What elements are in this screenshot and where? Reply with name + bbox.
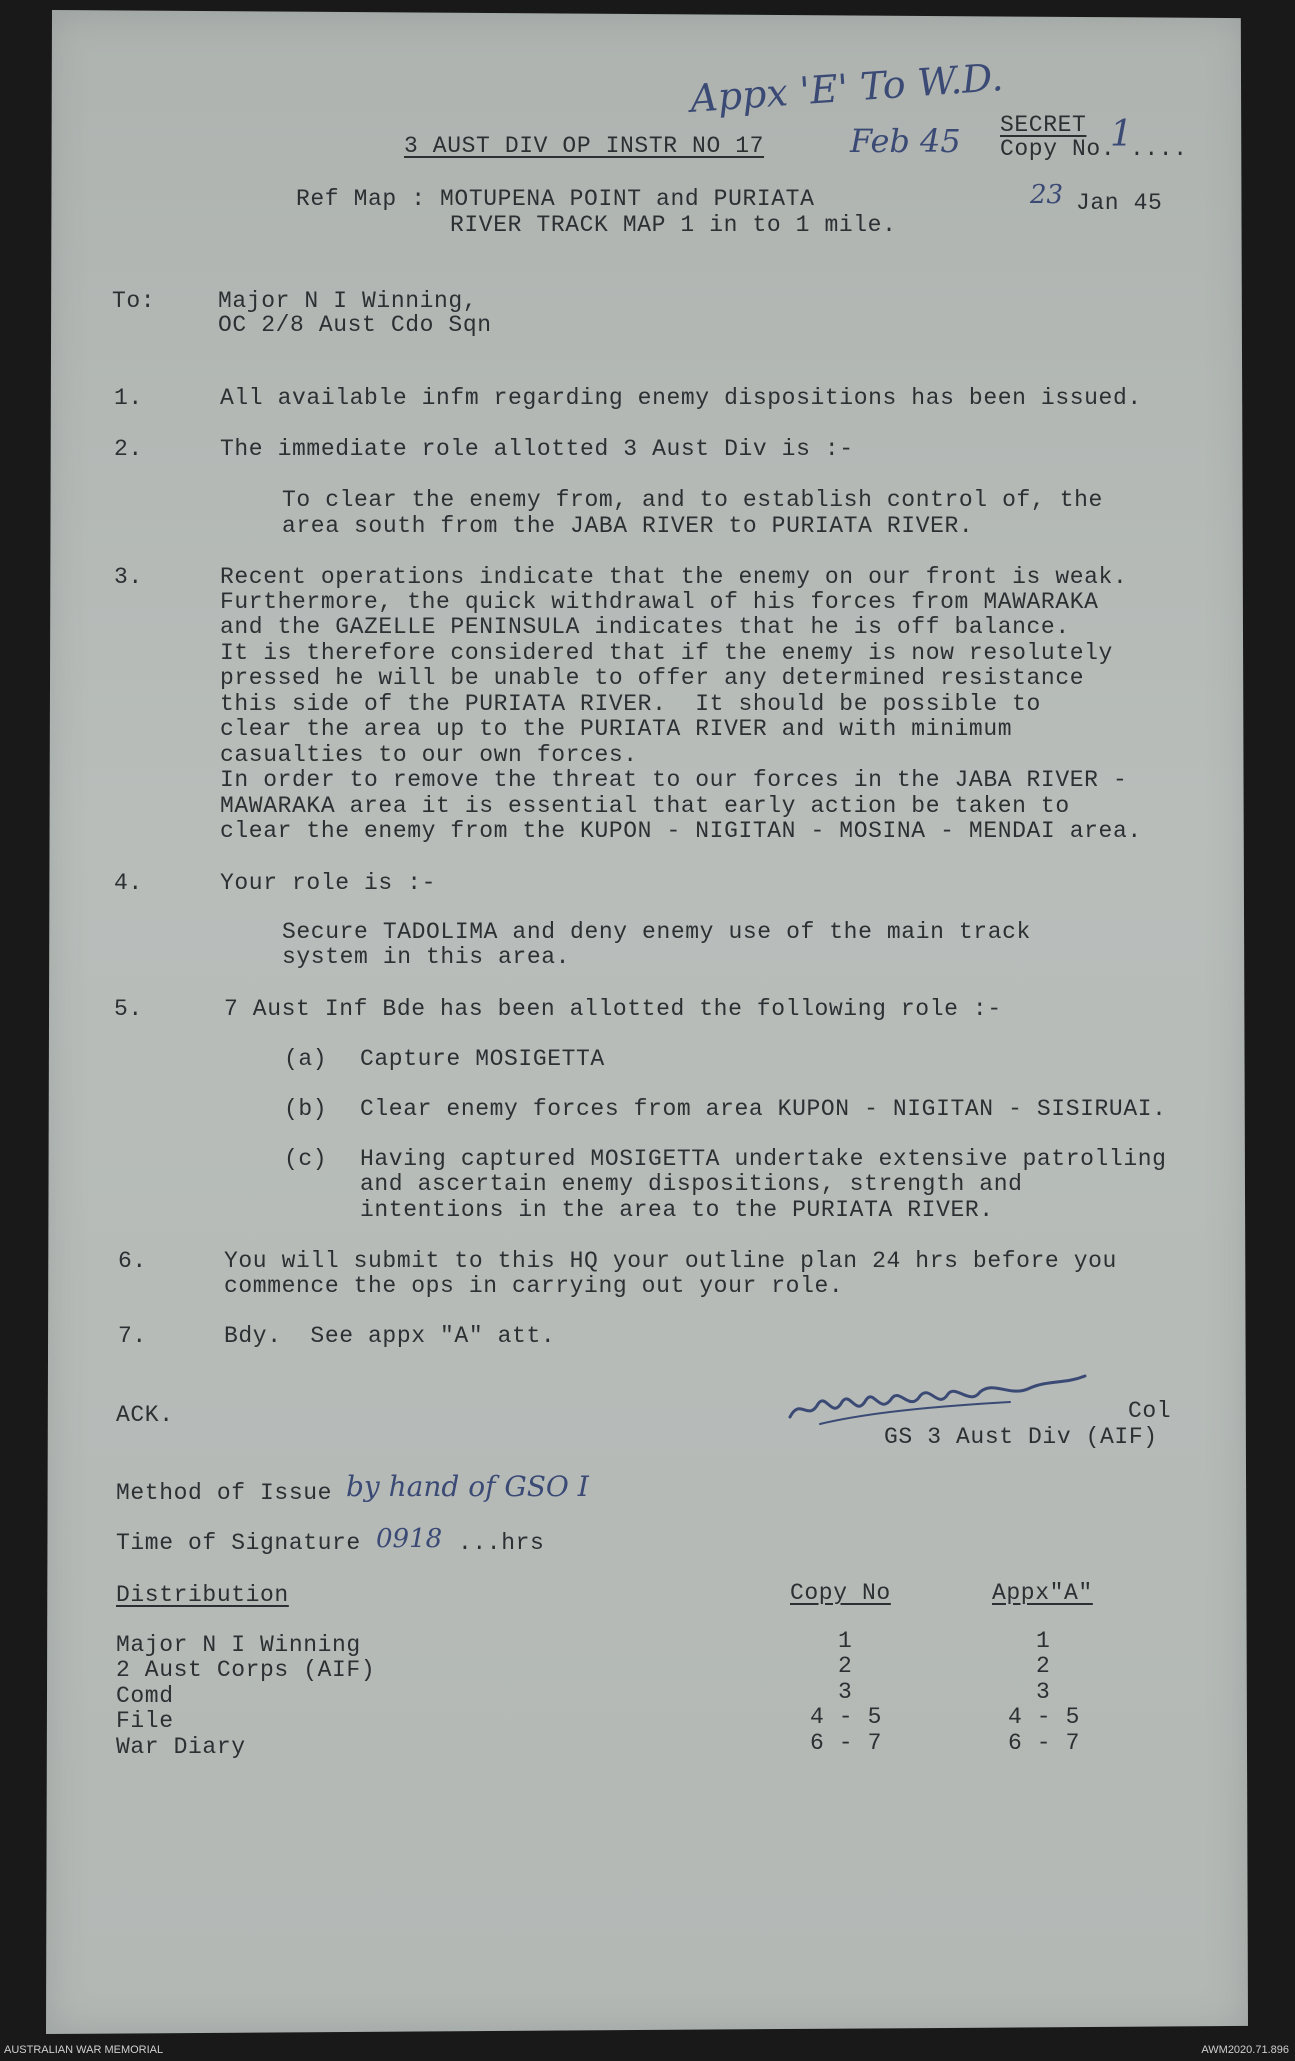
para-3-line-5: pressed he will be unable to offer any determined resistance: [220, 665, 1085, 691]
para-3-line-7: clear the area up to the PURIATA RIVER and with minimum: [220, 716, 1013, 742]
col-label: Col: [1128, 1398, 1172, 1424]
time-suffix: ...hrs: [458, 1530, 545, 1556]
ref-map-line-2: RIVER TRACK MAP 1 in to 1 mile.: [450, 212, 897, 238]
para-1-text: All available infm regarding enemy dispositions has been issued.: [220, 385, 1142, 411]
para-3-line-11: clear the enemy from the KUPON - NIGITAN - MOSINA - MENDAI area.: [220, 818, 1142, 844]
para-5a-label: (a): [284, 1046, 328, 1072]
copy-label: Copy No.: [1000, 136, 1116, 162]
to-line-1: Major N I Winning,: [218, 288, 478, 314]
para-3-line-10: MAWARAKA area it is essential that early action be taken to: [220, 793, 1070, 819]
handwritten-appx-note: Appx 'E' To W.D.: [688, 55, 1005, 121]
footer-left: AUSTRALIAN WAR MEMORIAL: [4, 2044, 164, 2056]
handwritten-date-ref: Feb 45: [850, 122, 961, 160]
signatory-unit: GS 3 Aust Div (AIF): [884, 1424, 1158, 1450]
to-line-2: OC 2/8 Aust Cdo Sqn: [218, 312, 492, 338]
handwritten-jan-day: 23: [1030, 180, 1064, 210]
para-5c-label: (c): [284, 1146, 328, 1172]
para-3-line-4: It is therefore considered that if the enemy is now resolutely: [220, 640, 1113, 666]
para-4-text: Your role is :-: [220, 870, 437, 896]
para-5-text: 7 Aust Inf Bde has been allotted the following role :-: [224, 996, 1002, 1022]
para-6-number: 6.: [118, 1248, 147, 1274]
para-7-number: 7.: [118, 1323, 147, 1349]
para-2-sub-line-2: area south from the JABA RIVER to PURIATA RIVER.: [282, 513, 974, 539]
para-5c-line-1: Having captured MOSIGETTA undertake extensive patrolling: [360, 1146, 1167, 1172]
para-3-line-9: In order to remove the threat to our forces in the JABA RIVER -: [220, 767, 1128, 793]
handwritten-time: 0918: [376, 1524, 443, 1554]
para-2-text: The immediate role allotted 3 Aust Div is :-: [220, 436, 854, 462]
para-5-number: 5.: [114, 996, 143, 1022]
distribution-copy: 6 - 7: [810, 1730, 883, 1756]
date-line: Jan 45: [1076, 190, 1163, 216]
para-2-sub-line-1: To clear the enemy from, and to establish control of, the: [282, 487, 1103, 513]
para-1-number: 1.: [114, 385, 143, 411]
para-3-line-6: this side of the PURIATA RIVER. It should be possible to: [220, 691, 1041, 717]
method-of-issue-label: Method of Issue: [116, 1480, 333, 1506]
para-5c-line-3: intentions in the area to the PURIATA RIVER.: [360, 1197, 994, 1223]
handwritten-method: by hand of GSO I: [346, 1470, 589, 1503]
para-6-line-1: You will submit to this HQ your outline plan 24 hrs before you: [224, 1248, 1117, 1274]
distribution-name: Major N I Winning: [116, 1632, 361, 1658]
para-7-text: Bdy. See appx "A" att.: [224, 1323, 556, 1349]
distribution-title: Distribution: [116, 1582, 289, 1608]
para-3-line-2: Furthermore, the quick withdrawal of his forces from MAWARAKA: [220, 589, 1099, 615]
distribution-appx: 4 - 5: [1008, 1704, 1081, 1730]
distribution-copy: 3: [838, 1679, 853, 1705]
para-5b-label: (b): [284, 1096, 328, 1122]
para-3-line-1: Recent operations indicate that the enemy on our front is weak.: [220, 564, 1128, 590]
distribution-appx: 1: [1036, 1628, 1051, 1654]
distribution-appx: 3: [1036, 1679, 1051, 1705]
ref-map-line-1: Ref Map : MOTUPENA POINT and PURIATA: [296, 186, 815, 212]
distribution-appx: 6 - 7: [1008, 1730, 1081, 1756]
para-4-sub-line-2: system in this area.: [282, 944, 571, 970]
footer-right: AWM2020.71.896: [1201, 2044, 1289, 2056]
ack-label: ACK.: [116, 1402, 174, 1428]
para-5a-text: Capture MOSIGETTA: [360, 1046, 605, 1072]
instruction-title: 3 AUST DIV OP INSTR NO 17: [404, 133, 765, 159]
para-3-number: 3.: [114, 564, 143, 590]
para-3-line-8: casualties to our own forces.: [220, 742, 638, 768]
para-6-line-2: commence the ops in carrying out your role.: [224, 1273, 844, 1299]
distribution-name: Comd: [116, 1683, 174, 1709]
distribution-col-appx: Appx"A": [992, 1580, 1093, 1606]
time-of-signature-label: Time of Signature: [116, 1530, 361, 1556]
distribution-copy: 2: [838, 1653, 853, 1679]
distribution-name: File: [116, 1708, 174, 1734]
copy-dots: ....: [1130, 136, 1188, 162]
para-5c-line-2: and ascertain enemy dispositions, strength and: [360, 1171, 1023, 1197]
to-label: To:: [112, 288, 156, 314]
para-4-number: 4.: [114, 870, 143, 896]
para-2-number: 2.: [114, 436, 143, 462]
para-4-sub-line-1: Secure TADOLIMA and deny enemy use of the main track: [282, 919, 1031, 945]
distribution-copy: 1: [838, 1628, 853, 1654]
distribution-appx: 2: [1036, 1653, 1051, 1679]
distribution-col-copy: Copy No: [790, 1580, 891, 1606]
para-3-line-3: and the GAZELLE PENINSULA indicates that he is off balance.: [220, 614, 1070, 640]
handwritten-copy-number: 1: [1110, 114, 1133, 155]
secret-marking: SECRET: [1000, 112, 1087, 138]
distribution-name: 2 Aust Corps (AIF): [116, 1657, 376, 1683]
para-5b-text: Clear enemy forces from area KUPON - NIGITAN - SISIRUAI.: [360, 1096, 1167, 1122]
distribution-copy: 4 - 5: [810, 1704, 883, 1730]
distribution-name: War Diary: [116, 1734, 246, 1760]
